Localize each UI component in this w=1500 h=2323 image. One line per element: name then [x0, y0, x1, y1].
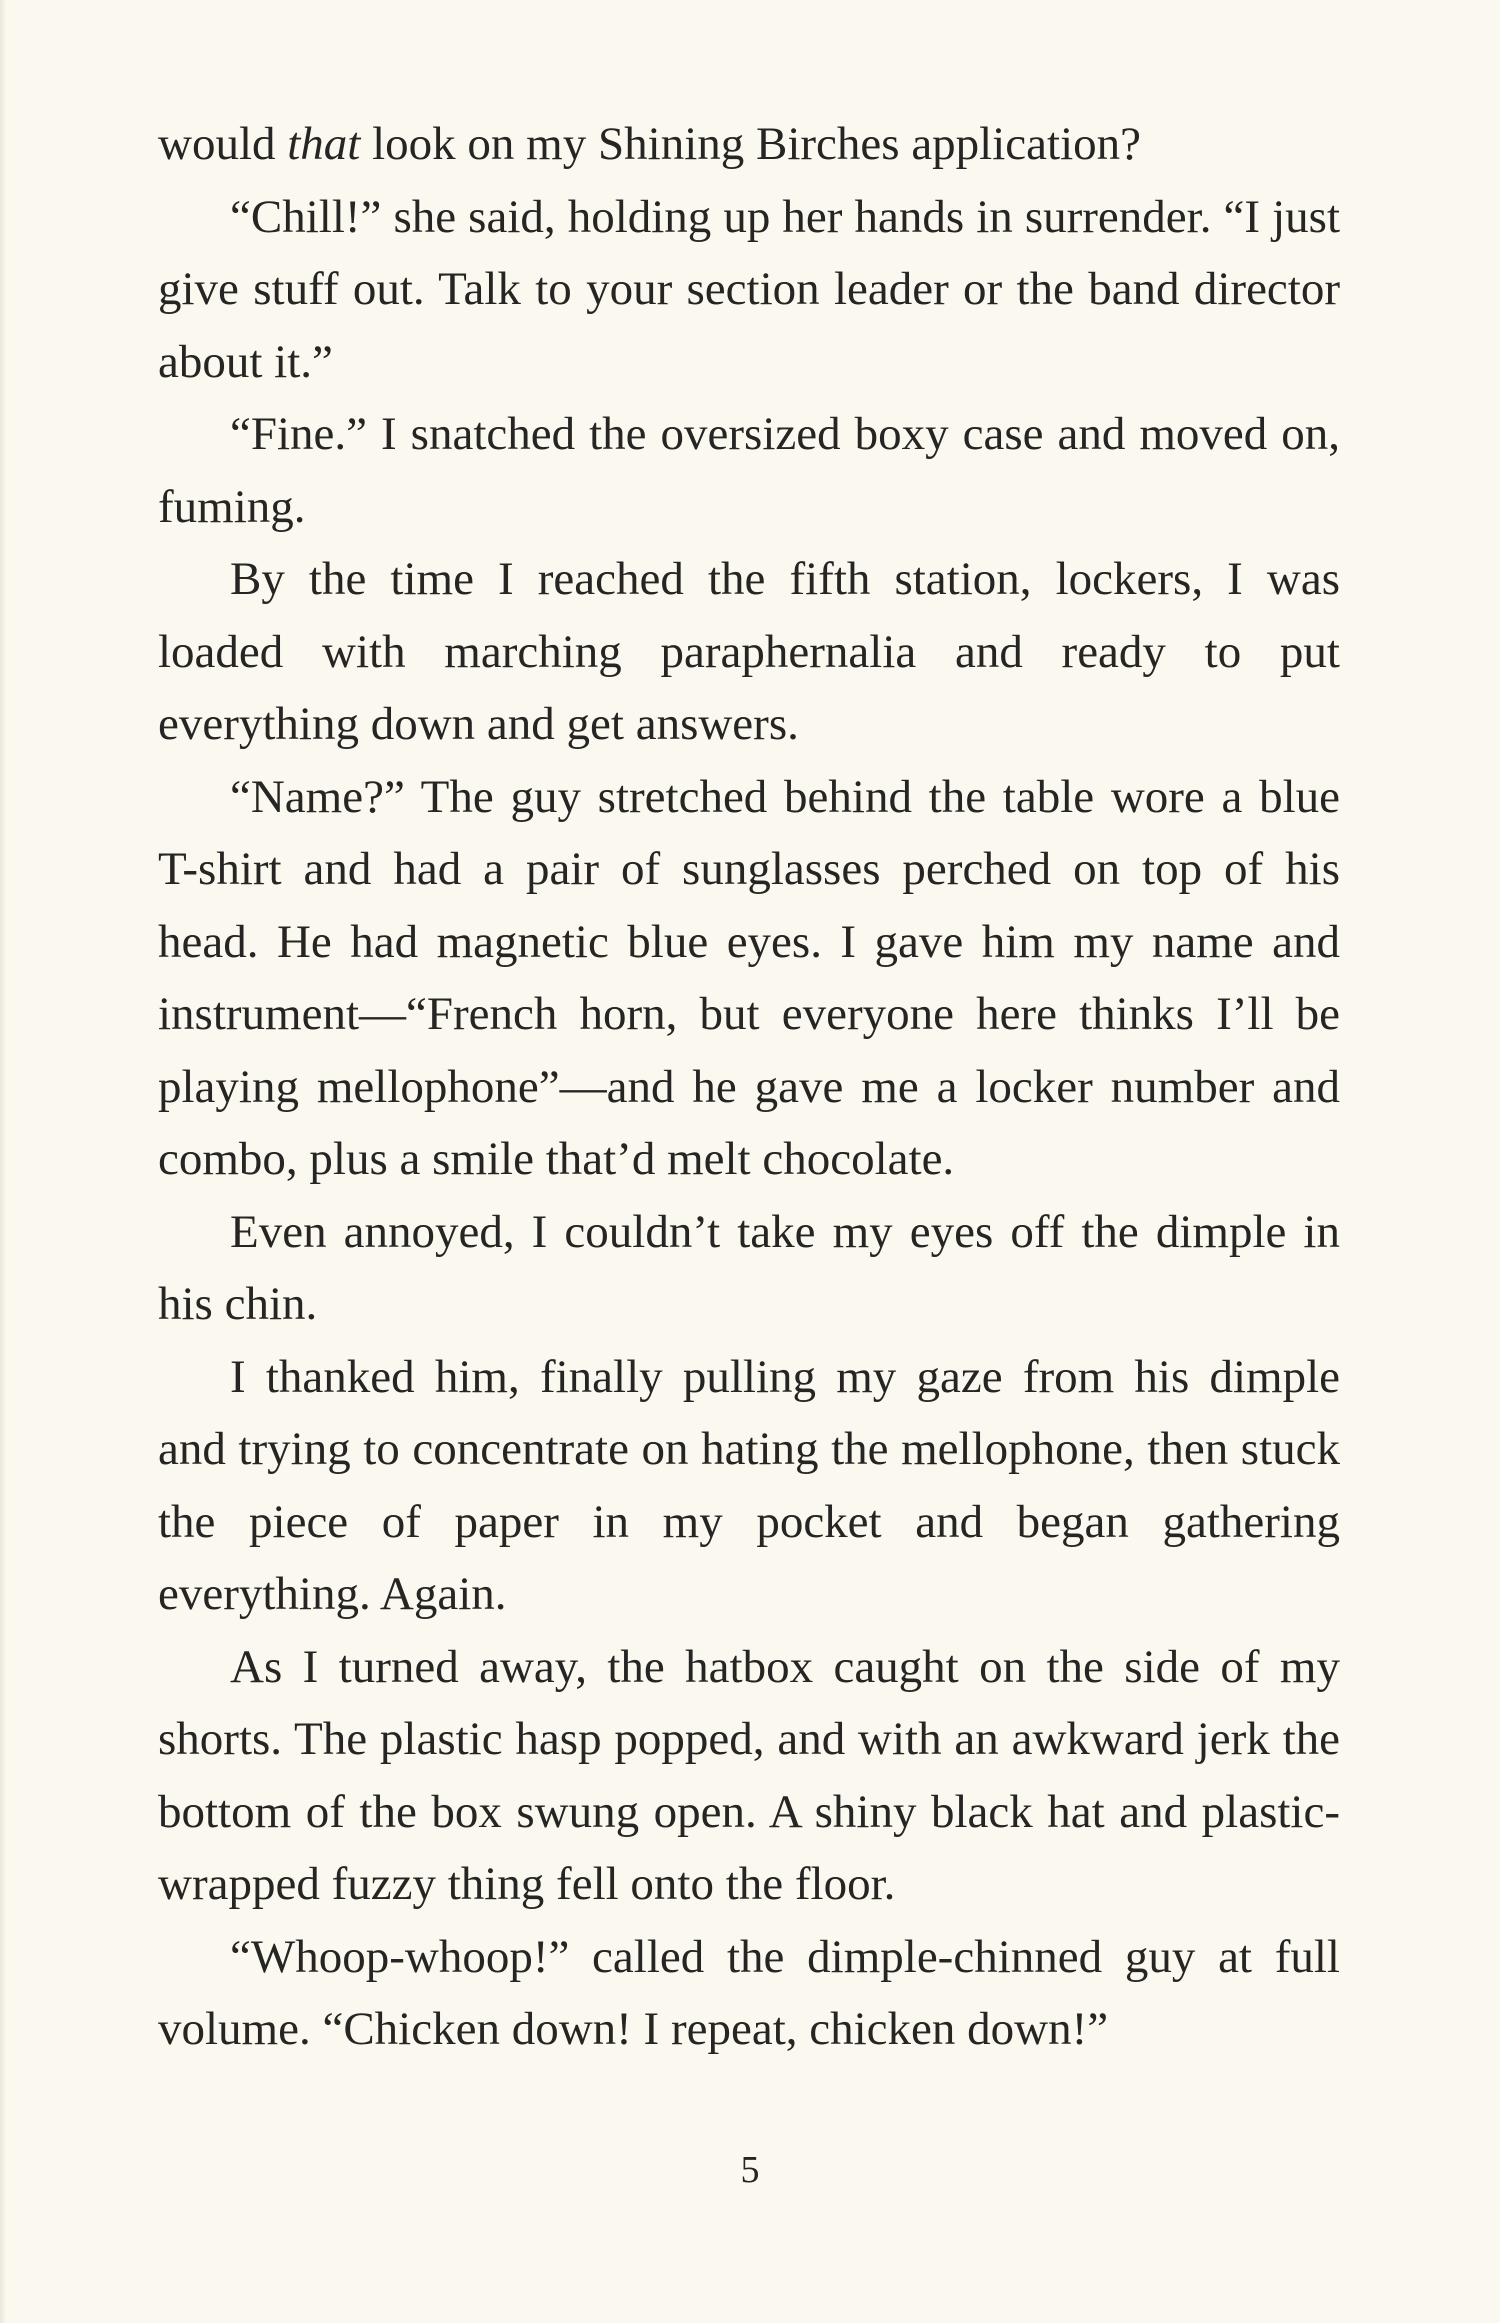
paragraph-4: By the time I reached the fifth station, lockers, I was loaded with marching paraphernalia and ready to put everything down and get answers. — [158, 553, 1340, 750]
paragraph-9: “Whoop-whoop!” called the dimple-chinned guy at full volume. “Chicken down! I repeat, chicken down!” — [158, 1930, 1340, 2055]
paragraph-8: As I turned away, the hatbox caught on the side of my shorts. The plastic hasp popped, and with an awkward jerk the bottom of the box swung open. A shiny black hat and plastic-wrapped fuzzy thing fell onto the floor. — [158, 1640, 1340, 1910]
page-edge-shadow — [0, 0, 6, 2323]
body-text — [158, 108, 1340, 2066]
paragraph-7: I thanked him, finally pulling my gaze from his dimple and trying to concentrate on hating the mellophone, then stuck the piece of paper in my pocket and began gathering everything. Again. — [158, 1350, 1340, 1620]
paragraph-1 — [158, 108, 1340, 181]
page-number: 5 — [740, 2149, 760, 2191]
paragraph-5: “Name?” The guy stretched behind the table wore a blue T-shirt and had a pair of sunglasses perched on top of his head. He had magnetic blue eyes. I gave him my name and instrument—“French horn, but everyone here thinks I’ll be playing mellophone”—and he gave me a locker number and combo, plus a smile that’d melt chocolate. — [158, 770, 1340, 1185]
paragraph-1-italic-word: that — [287, 118, 361, 170]
paragraph-6: Even annoyed, I couldn’t take my eyes off the dimple in his chin. — [158, 1205, 1340, 1330]
paragraph-2: “Chill!” she said, holding up her hands in surrender. “I just give stuff out. Talk to your section leader or the band director about it.” — [158, 190, 1340, 388]
paragraph-1-rest: look on my Shining Birches application? — [360, 118, 1141, 170]
paragraph-1-lead: would — [158, 118, 288, 170]
paragraph-3: “Fine.” I snatched the oversized boxy case and moved on, fuming. — [158, 408, 1340, 533]
